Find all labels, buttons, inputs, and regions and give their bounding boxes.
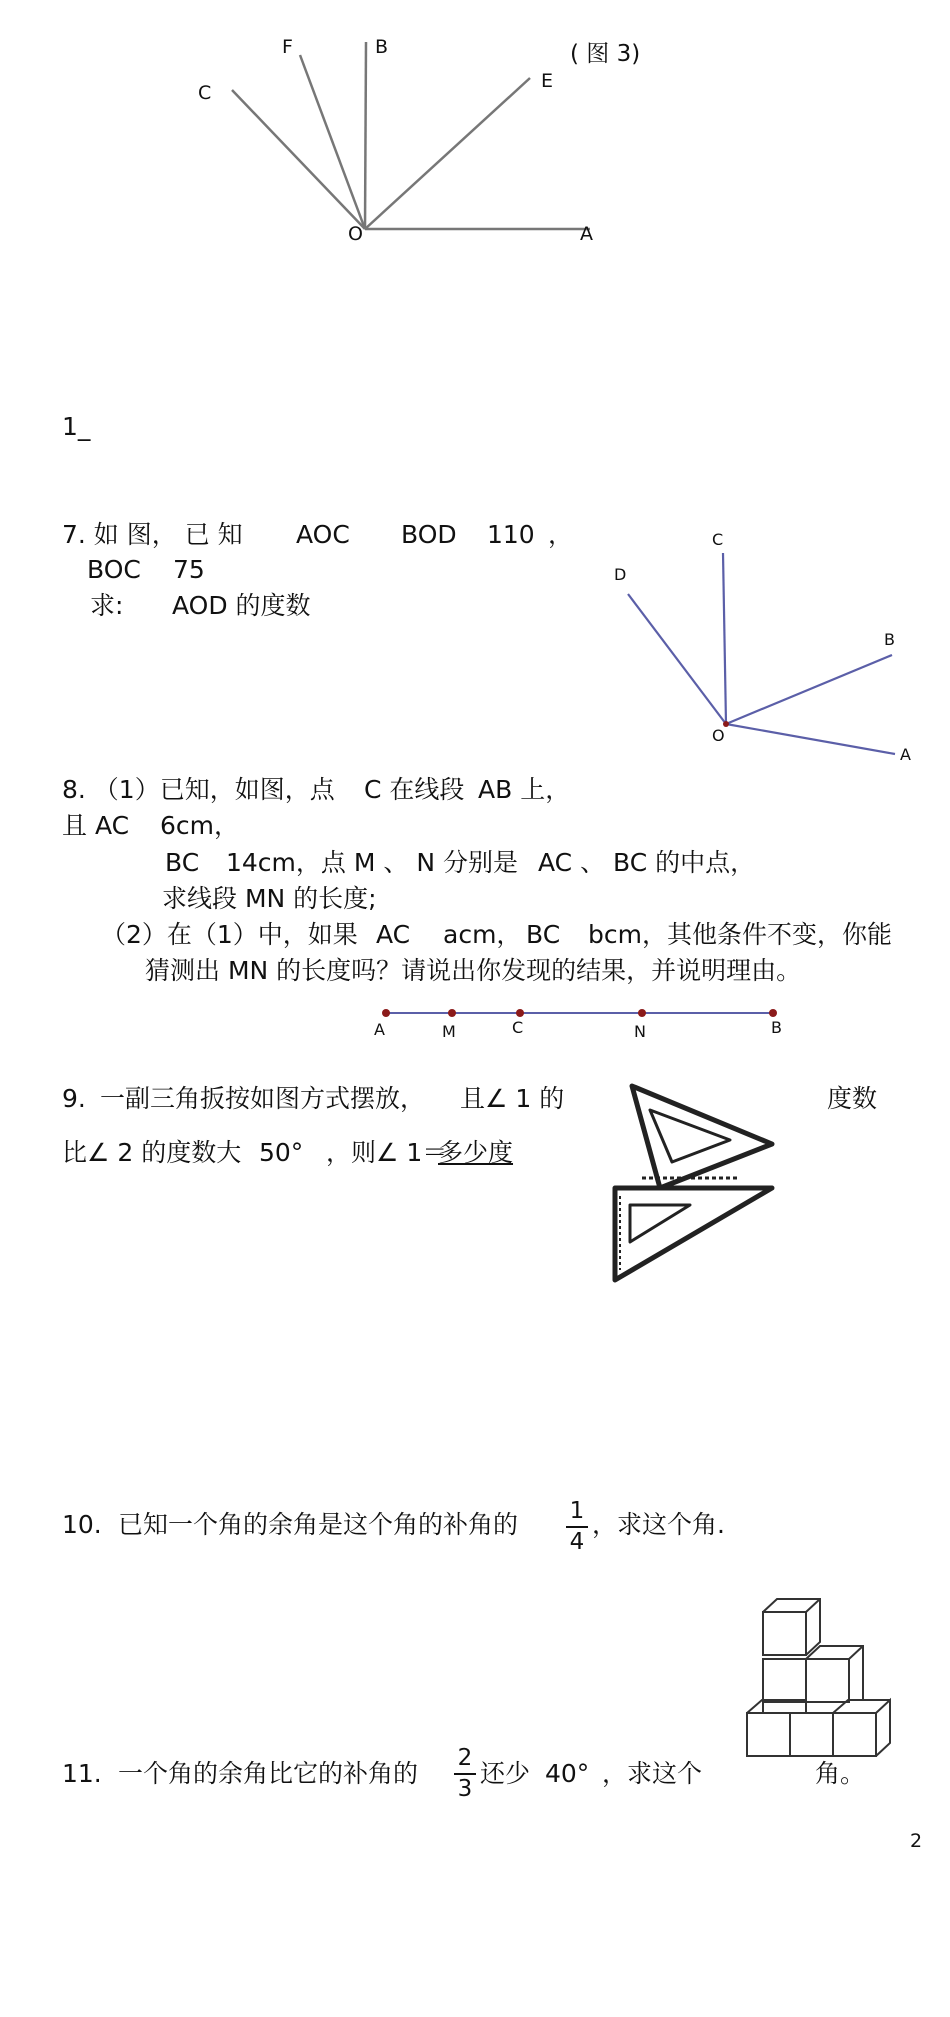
point-m8 <box>448 1009 456 1017</box>
stacked-cubes-figure <box>747 1599 890 1756</box>
point-c8 <box>516 1009 524 1017</box>
q7-line2-b: 75 <box>173 555 205 584</box>
q7-line1-e: ， <box>548 520 574 549</box>
seg-label-c: C <box>512 1018 524 1037</box>
ray-od <box>628 594 726 724</box>
q11-number: 11. <box>62 1759 102 1788</box>
q8-line6: 猜测出 MN 的长度吗？请说出你发现的结果，并说明理由。 <box>145 956 802 985</box>
point-a8 <box>382 1009 390 1017</box>
q8-line3-c: AC 、 BC 的中点， <box>538 848 756 877</box>
q11-frac-den: 3 <box>457 1776 473 1802</box>
q11-value: 40° <box>545 1759 590 1788</box>
q8-line5-a: （2）在（1）中，如果 <box>101 920 358 949</box>
blank-line: 1_ <box>62 412 91 441</box>
figure-3-rays <box>232 42 590 229</box>
q10-frac-num: 1 <box>569 1498 585 1524</box>
ray-ob7 <box>726 655 892 724</box>
q11-text: 一个角的余角比它的补角的 <box>118 1759 419 1788</box>
q11-tail2: ，求这个 <box>602 1759 703 1788</box>
q8-line2-b: 6cm， <box>160 811 240 840</box>
q8-line5-d: BC <box>526 920 561 949</box>
q8-segment <box>382 1009 777 1017</box>
label-o: O <box>348 223 363 245</box>
set-squares-figure <box>615 1086 772 1280</box>
ray-ob <box>365 42 366 229</box>
q7-line3-a: 求: <box>90 591 124 620</box>
q8-line5-b: AC <box>376 920 411 949</box>
q7-line1-d: 110 <box>487 520 535 549</box>
ray-oe <box>365 78 530 229</box>
q11-fraction <box>454 1747 476 1801</box>
q8-line5-e: bcm，其他条件不变，你能 <box>588 920 892 949</box>
figure-3-caption: ( 图 3) <box>570 41 641 67</box>
q10-frac-den: 4 <box>569 1529 585 1555</box>
seg-label-a: A <box>374 1020 385 1039</box>
ray-oc <box>232 90 365 229</box>
q10-number: 10. <box>62 1510 102 1539</box>
label-a: A <box>580 223 593 245</box>
page-number: 2 <box>910 1830 923 1852</box>
label-e: E <box>541 70 554 92</box>
q8-line1-b: C 在线段 <box>364 775 465 804</box>
q7-label-c: C <box>712 530 724 549</box>
q7-line1-c: BOD <box>401 520 457 549</box>
q8-line2-a: 且 AC <box>62 811 130 840</box>
q9-line2-prefix: 比∠ 2 的度数大 <box>62 1138 242 1167</box>
label-b: B <box>375 36 389 58</box>
ray-oc7 <box>723 553 726 724</box>
q9-line2-value: 50° <box>259 1138 304 1167</box>
label-f: F <box>282 36 293 58</box>
point-n8 <box>638 1009 646 1017</box>
q8-line1-c: AB 上， <box>478 775 571 804</box>
label-c: C <box>198 82 212 104</box>
q8-line3-b: 14cm，点 M 、 N 分别是 <box>226 848 518 877</box>
q11-tail1: 还少 <box>480 1759 531 1788</box>
q8-line1-a: 8. （1）已知，如图，点 <box>62 775 335 804</box>
q11-frac-num: 2 <box>457 1745 473 1771</box>
q7-label-d: D <box>614 565 627 584</box>
q7-label-o: O <box>712 726 725 745</box>
seg-label-m: M <box>442 1022 456 1041</box>
q7-line1-b: AOC <box>296 520 350 549</box>
q7-label-a: A <box>900 745 911 764</box>
q10-text: 已知一个角的余角是这个角的补角的 <box>118 1510 519 1539</box>
q7-line3-b: AOD 的度数 <box>172 591 311 620</box>
q11-tail3: 角。 <box>815 1759 866 1788</box>
q9-number: 9. <box>62 1084 86 1113</box>
ray-oa7 <box>726 724 895 754</box>
q7-line1-a: 7. 如 图， 已 知 <box>62 520 243 549</box>
q9-line1-a: 一副三角扳按如图方式摆放， <box>100 1084 426 1113</box>
q8-line3-a: BC <box>165 848 200 877</box>
q9-line1-b: 且∠ 1 的 <box>460 1084 565 1113</box>
q9-answer-blank: 多少度 <box>438 1138 514 1167</box>
seg-label-b: B <box>771 1018 782 1037</box>
q7-label-b: B <box>884 630 895 649</box>
q9-line2-mid: ，则∠ 1＝ <box>326 1138 448 1167</box>
seg-label-n: N <box>634 1022 646 1041</box>
q7-figure-rays <box>628 553 895 754</box>
q8-line5-c: acm， <box>443 920 522 949</box>
ray-of <box>300 55 365 229</box>
q10-tail: ，求这个角. <box>592 1510 725 1539</box>
q8-line4: 求线段 MN 的长度; <box>162 884 377 913</box>
q7-line2-a: BOC <box>87 555 141 584</box>
q10-fraction <box>566 1500 588 1554</box>
point-b8 <box>769 1009 777 1017</box>
q9-line1-c: 度数 <box>827 1084 878 1113</box>
